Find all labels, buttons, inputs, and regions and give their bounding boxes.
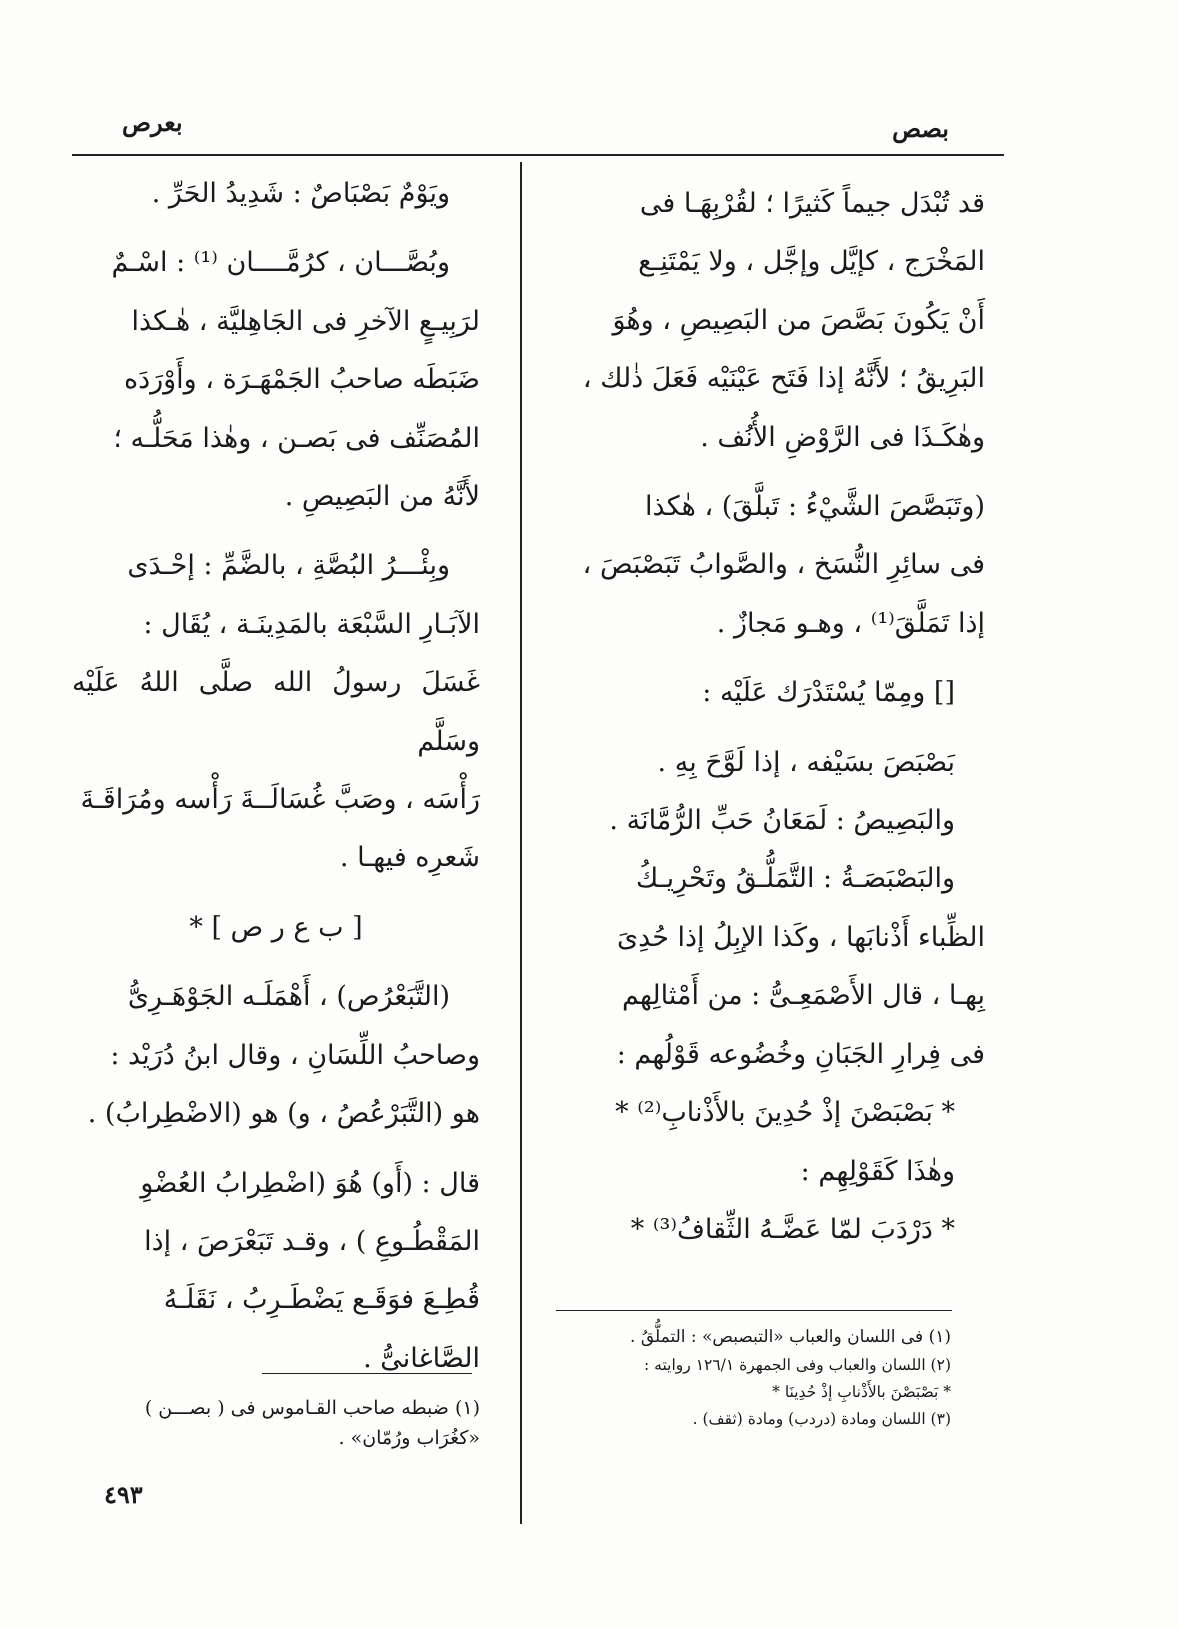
- footnote-rule: [262, 1373, 472, 1374]
- verse-line: * دَرْدَبَ لمّا عَضَّـهُ الثِّقافُ⁽³⁾ *: [630, 1213, 955, 1245]
- left-column: [72, 165, 480, 1388]
- footnote: «كغُرَاب ورُمّان» .: [338, 1427, 480, 1449]
- text-line: ضَبَطَه صاحبُ الجَمْهَـرَة ، وأَوْرَدَه: [123, 364, 480, 396]
- footnote-verse: * بَصْبَصْنَ بالأَذْنابِ إذْ حُدِينَا *: [772, 1383, 951, 1401]
- text-line: قال : (أَو) هُوَ (اضْطِرابُ العُضْوِ: [140, 1167, 480, 1199]
- text-line: المُصَنِّف فى بَصـن ، وهٰذا مَحَلُّـه ؛: [113, 422, 480, 454]
- text-line: إذا تَمَلَّقَ⁽¹⁾ ، وهـو مَجازٌ .: [716, 607, 985, 639]
- text-line: وبِئْـــرُ البُصَّةِ ، بالضَّمِّ : إحْـدَى: [127, 550, 450, 582]
- footnote: (١) ضبطه صاحب القـاموس فى ( بصـــن ): [144, 1397, 480, 1419]
- text-line: قُطِـعَ فوَقَـع يَضْطَـرِبُ ، نَقَلَـهُ: [163, 1284, 480, 1316]
- section-heading: [] ومِمّا يُسْتَدْرَك عَلَيْه :: [702, 677, 955, 709]
- text-line: أَنْ يَكُونَ بَصَّصَ من البَصِيصِ ، وهُوَ: [612, 304, 985, 336]
- text-line: وبُصَّـــان ، كرُمَّــــان ⁽¹⁾ : اسْـمٌ: [111, 247, 450, 279]
- text-line: والبَصِيصُ : لَمَعَانُ حَبِّ الرُّمَّانَة .: [609, 805, 955, 837]
- text-line: رَأْسَه ، وصَبَّ غُسَالَــةَ رَأْسه ومُرَاقَـةَ: [80, 784, 480, 816]
- text-line: (التَّبَعْرُص) ، أَهْمَلَـه الجَوْهَـرِىُّ: [127, 981, 450, 1013]
- text-line: الآبَـارِ السَّبْعَة بالمَدِينَـة ، يُقَال :: [143, 608, 480, 640]
- text-line: لرَبِيـعٍ الآخرِ فى الجَاهِليَّة ، هٰـكذا: [131, 305, 480, 337]
- text-line: قد تُبْدَل جيماً كَثيرًا ؛ لقُرْبِهَـا فى: [639, 188, 985, 219]
- text-line: هو (التَّبَرْعُصُ ، و) هو (الاضْطِرابُ) .: [87, 1098, 480, 1130]
- footnote: (١) فى اللسان والعباب «التبصبص» : التملُّقُ .: [630, 1327, 951, 1347]
- text-line: بِهـا ، قال الأَصْمَعِـىُّ : من أَمْثالِهم: [621, 980, 985, 1012]
- text-line: الظِّباء أَذْنابَها ، وكَذا الإبِلُ إذا حُدِىَ: [616, 921, 985, 953]
- footnote-rule: [556, 1310, 952, 1311]
- page-number: ٤٩٣: [104, 1480, 143, 1509]
- text-line: الصَّاغانىُّ .: [363, 1342, 480, 1374]
- running-head-right: بصص: [892, 114, 949, 143]
- verse-line: * بَصْبَصْنَ إذْ حُدِينَ بالأَذْنابِ⁽²⁾ *: [615, 1097, 955, 1129]
- footnote: (٣) اللسان ومادة (دردب) ومادة (ثقف) .: [692, 1410, 951, 1428]
- footnote: (٢) اللسان والعباب وفى الجمهرة ١٢٦/١ روايته :: [644, 1356, 951, 1374]
- left-footnotes: [72, 1393, 480, 1453]
- text-line: بَصْبَصَ بسَيْفه ، إذا لَوَّحَ بِهِ .: [657, 746, 955, 778]
- text-line: لأَنَّهُ من البَصِيصِ .: [284, 481, 480, 513]
- text-line: والبَصْبَصَـةُ : التَّمَلُّـقُ وتَحْرِيـكُ: [635, 863, 955, 895]
- text-line: وصاحبُ اللِّسَانِ ، وقال ابنُ دُرَيْد :: [110, 1039, 480, 1071]
- text-line: البَرِيقُ ؛ لأَنَّهُ إذا فَتَح عَيْنَيْه فَعَلَ ذٰلك ،: [582, 363, 985, 395]
- text-line: فى سائِرِ النُّسَخ ، والصَّوابُ تَبَصْبَصَ ،: [582, 549, 985, 581]
- column-divider: [520, 162, 522, 1524]
- text-line: ويَوْمٌ بَصْبَاصٌ : شَدِيدُ الحَرِّ .: [151, 178, 450, 209]
- text-line: وهٰكَـذَا فى الرَّوْضِ الأُنُف .: [700, 421, 985, 453]
- text-line: وهٰذَا كَقَوْلِهِم :: [800, 1155, 955, 1187]
- text-line: (وتَبَصَّصَ الشَّيْءُ : تَبلَّقَ) ، هٰكذا: [645, 491, 985, 523]
- entry-heading: [ ب ع ر ص ] *: [189, 911, 363, 943]
- running-head-left: بعرص: [122, 108, 183, 137]
- text-line: فى فِرارِ الجَبَانِ وخُضُوعه قَوْلُهم :: [616, 1038, 985, 1070]
- text-line: شَعرِه فيهـا .: [339, 842, 480, 874]
- text-line: غَسَلَ رسولُ الله صلَّى اللهُ عَلَيْه وسَلَّم: [72, 667, 480, 757]
- right-footnotes: [551, 1322, 951, 1433]
- text-line: المَقْطُـوعِ ) ، وقـد تَبَعْرَصَ ، إذا: [144, 1225, 480, 1257]
- header-rule: [72, 154, 1004, 156]
- text-line: المَخْرَج ، كإيَّل وإجَّل ، ولا يَمْتَنِـع: [638, 246, 985, 278]
- right-column: [569, 175, 985, 1259]
